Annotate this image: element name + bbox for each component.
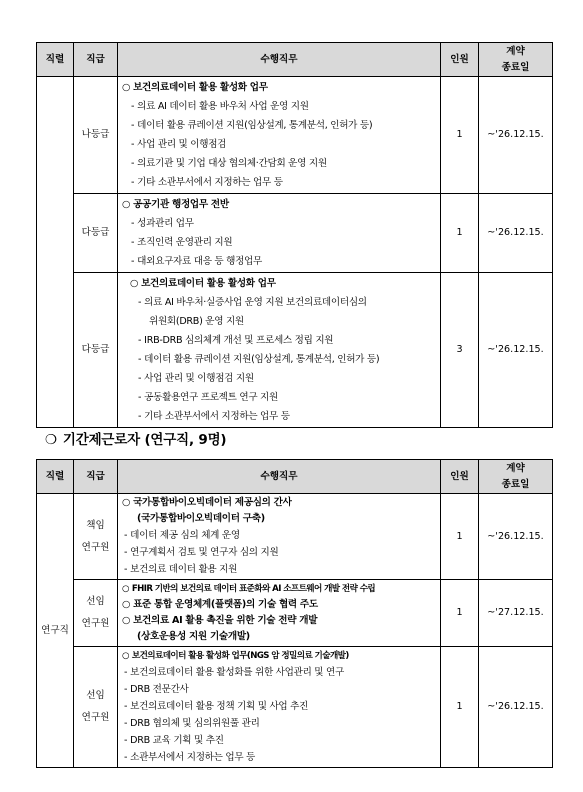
duty-item: - 의료기관 및 기업 대상 협의체·간담회 운영 지원: [131, 158, 327, 169]
staff-table-2: [36, 459, 553, 768]
circle-bullet-icon: ○: [122, 599, 131, 610]
duty-heading: ○ FHIR 기반의 보건의료 데이터 표준화와 AI 소프트웨어 개발 전략 수립: [122, 584, 376, 594]
duty-item: - 기타 소관부서에서 지정하는 업무 등: [138, 411, 290, 422]
header-duties: 수행직무: [118, 460, 441, 494]
rank-cell: 연구직: [37, 494, 74, 768]
staff-table-1: [36, 42, 553, 428]
circle-bullet-icon: ○: [122, 584, 129, 594]
count-cell: 1: [441, 494, 479, 580]
table-row: [37, 273, 553, 428]
contract-end-cell: ~'26.12.15.: [479, 77, 553, 194]
duty-item: - DRB 교육 기획 및 추진: [124, 735, 224, 746]
grade-cell: 선임 연구원: [74, 647, 118, 768]
contract-end-cell: ~'26.12.15.: [479, 494, 553, 580]
rank-cell: [37, 77, 74, 428]
duty-heading: ○ 보건의료 AI 활용 촉진을 위한 기술 전략 개발: [122, 615, 318, 626]
header-count: 인원: [441, 43, 479, 77]
contract-end-cell: ~'26.12.15.: [479, 273, 553, 428]
duty-heading-sub: (상호운용성 지원 기술개발): [137, 631, 250, 642]
duty-heading: ○ 보건의료데이터 활용 활성화 업무: [130, 278, 276, 289]
duty-item: - DRB 전문간사: [124, 684, 189, 695]
table-row: [37, 194, 553, 273]
circle-bullet-icon: ○: [122, 615, 131, 626]
duties-cell: [118, 580, 441, 647]
duty-heading: ○ 표준 통합 운영체계(플랫폼)의 기술 협력 주도: [122, 599, 318, 610]
circle-bullet-icon: ○: [122, 497, 131, 508]
count-cell: 1: [441, 580, 479, 647]
count-cell: 3: [441, 273, 479, 428]
header-contract-end: 계약 종료일: [479, 460, 553, 494]
grade-cell: 다등급: [74, 194, 118, 273]
grade-cell: 다등급: [74, 273, 118, 428]
header-count: 인원: [441, 460, 479, 494]
duty-item: - 사업 관리 및 이행점검: [131, 139, 227, 150]
duty-item: - 의료 AI 데이터 활용 바우처 사업 운영 지원: [131, 101, 309, 112]
circle-bullet-icon: ○: [122, 651, 129, 661]
duties-cell: [118, 77, 441, 194]
duties-cell: [118, 647, 441, 768]
contract-end-cell: ~'26.12.15.: [479, 194, 553, 273]
header-rank: 직렬: [37, 43, 74, 77]
grade-cell: 책임 연구원: [74, 494, 118, 580]
duty-item: - 소관부서에서 지정하는 업무 등: [124, 752, 255, 763]
duty-heading-sub: (국가통합바이오빅데이터 구축): [137, 513, 265, 524]
duty-heading: ○ 공공기관 행정업무 전반: [122, 199, 229, 210]
duty-item: - 데이터 활용 큐레이션 지원(임상설계, 통계분석, 인허가 등): [138, 354, 380, 365]
duty-item: - 성과관리 업무: [131, 218, 194, 229]
header-contract-end: 계약 종료일: [479, 43, 553, 77]
header-duties: 수행직무: [118, 43, 441, 77]
duties-cell: [118, 494, 441, 580]
duty-item: - 의료 AI 바우처·실증사업 운영 지원 보건의료데이터심의: [138, 297, 367, 308]
table-row: [37, 580, 553, 647]
duty-heading: ○ 보건의료데이터 활용 활성화 업무(NGS 암 정밀의료 기술개발): [122, 651, 349, 661]
header-rank: 직렬: [37, 460, 74, 494]
header-grade: 직급: [74, 43, 118, 77]
duties-cell: [118, 273, 441, 428]
circle-bullet-icon: ○: [130, 278, 139, 289]
duty-heading: ○ 보건의료데이터 활용 활성화 업무: [122, 82, 268, 93]
duty-item: - 대외요구자료 대응 등 행정업무: [131, 256, 262, 267]
count-cell: 1: [441, 647, 479, 768]
table-row: [37, 647, 553, 768]
duty-item: - 기타 소관부서에서 지정하는 업무 등: [131, 177, 283, 188]
circle-bullet-icon: ○: [122, 82, 131, 93]
duty-item: - 데이터 활용 큐레이션 지원(임상설계, 통계분석, 인허가 등): [131, 120, 373, 131]
table-header-row: [37, 460, 553, 494]
table-row: [37, 494, 553, 580]
duty-item: - 연구계획서 검토 및 연구자 심의 지원: [124, 547, 279, 558]
circle-bullet-icon: ❍: [45, 432, 57, 448]
grade-cell: 선임 연구원: [74, 580, 118, 647]
duty-heading: ○ 국가통합바이오빅데이터 제공심의 간사: [122, 497, 292, 508]
count-cell: 1: [441, 77, 479, 194]
count-cell: 1: [441, 194, 479, 273]
table-row: [37, 77, 553, 194]
contract-end-cell: ~'26.12.15.: [479, 647, 553, 768]
section-title: ❍ 기간제근로자 (연구직, 9명): [45, 432, 227, 448]
duty-item: - 보건의료 데이터 활용 지원: [124, 564, 238, 575]
circle-bullet-icon: ○: [122, 199, 131, 210]
duty-item: - 보건의료데이터 활용 정책 기획 및 사업 추진: [124, 701, 309, 712]
duty-item: - IRB-DRB 심의체계 개선 및 프로세스 정립 지원: [138, 335, 334, 346]
duty-item-continued: 위원회(DRB) 운영 지원: [149, 316, 244, 327]
contract-end-cell: ~'27.12.15.: [479, 580, 553, 647]
header-grade: 직급: [74, 460, 118, 494]
table-header-row: [37, 43, 553, 77]
duties-cell: [118, 194, 441, 273]
duty-item: - 조직인력 운영관리 지원: [131, 237, 233, 248]
duty-item: - 보건의료데이터 활용 활성화를 위한 사업관리 및 연구: [124, 667, 344, 678]
duty-item: - 공동활용연구 프로젝트 연구 지원: [138, 392, 278, 403]
duty-item: - 데이터 제공 심의 체계 운영: [124, 530, 240, 541]
duty-item: - DRB 협의체 및 심의위원풀 관리: [124, 718, 260, 729]
grade-cell: 나등급: [74, 77, 118, 194]
duty-item: - 사업 관리 및 이행점검 지원: [138, 373, 254, 384]
